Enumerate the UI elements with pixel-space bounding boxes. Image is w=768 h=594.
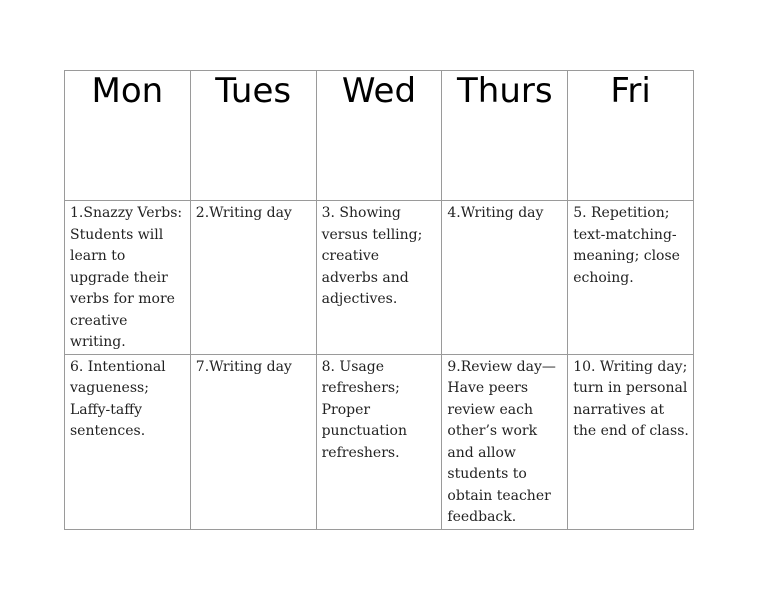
day-header-wed: Wed xyxy=(316,71,442,201)
day-header-thurs: Thurs xyxy=(442,71,568,201)
lesson-cell-3: 3. Showing versus telling; creative adverbs and adjectives. xyxy=(316,201,442,355)
week-row-2 xyxy=(65,354,694,529)
day-header-row xyxy=(65,71,694,201)
day-header-fri: Fri xyxy=(568,71,694,201)
week-row-1 xyxy=(65,201,694,355)
weekly-schedule-table xyxy=(64,70,694,530)
lesson-cell-7: 7.Writing day xyxy=(190,354,316,529)
lesson-cell-2: 2.Writing day xyxy=(190,201,316,355)
lesson-cell-8: 8. Usage refreshers; Proper punctuation refreshers. xyxy=(316,354,442,529)
lesson-cell-1: 1.Snazzy Verbs: Students will learn to upgrade their verbs for more creative writing. xyxy=(65,201,191,355)
lesson-cell-6: 6. Intentional vagueness; Laffy-taffy sentences. xyxy=(65,354,191,529)
lesson-cell-4: 4.Writing day xyxy=(442,201,568,355)
lesson-cell-10: 10. Writing day; turn in personal narratives at the end of class. xyxy=(568,354,694,529)
lesson-cell-5: 5. Repetition; text-matching-meaning; close echoing. xyxy=(568,201,694,355)
day-header-tues: Tues xyxy=(190,71,316,201)
day-header-mon: Mon xyxy=(65,71,191,201)
lesson-cell-9: 9.Review day— Have peers review each other’s work and allow students to obtain teacher feedback. xyxy=(442,354,568,529)
